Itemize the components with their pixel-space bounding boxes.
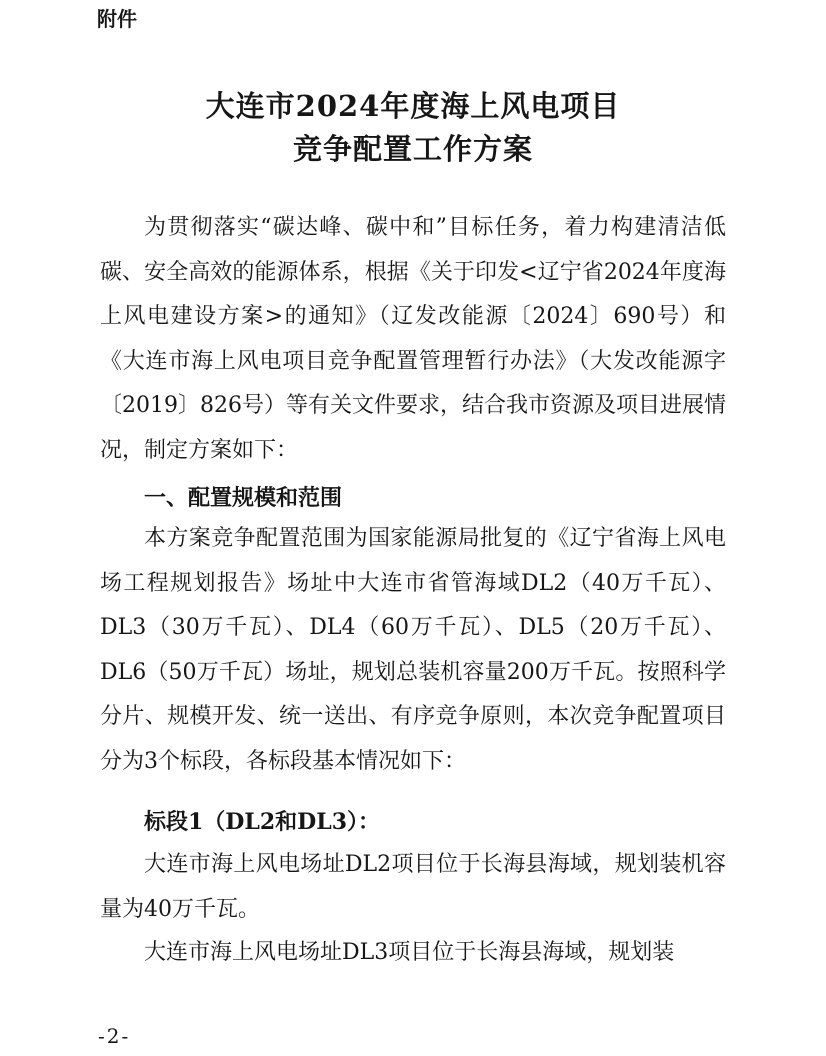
intro-paragraph: 为贯彻落实“碳达峰、碳中和”目标任务，着力构建清洁低碳、安全高效的能源体系，根据《关于印发<辽宁省2024年度海上风电建设方案>的通知》（辽发改能源〔2024〕690号）和《大连市海上风电项目竞争配置管理暂行办法》（大发改能源字〔2019〕826号）等有关文件要求，结合我市资源及项目进展情况，制定方案如下： <box>100 215 726 463</box>
document-title-line-1: 大连市2024年度海上风电项目 <box>205 89 621 123</box>
document-title-line-2: 竞争配置工作方案 <box>292 132 533 166</box>
lot-1-dl3-paragraph: 大连市海上风电场址DL3项目位于长海县海域，规划装 <box>144 940 675 965</box>
section-heading-scope: 一、配置规模和范围 <box>144 486 343 511</box>
attachment-label: 附件 <box>97 7 137 31</box>
lot-1-dl2-paragraph: 大连市海上风电场址DL2项目位于长海县海域，规划装机容量为40万千瓦。 <box>100 852 726 922</box>
lot-1-heading: 标段1（DL2和DL3）： <box>144 809 381 835</box>
scope-paragraph: 本方案竞争配置范围为国家能源局批复的《辽宁省海上风电场工程规划报告》场址中大连市省管海域DL2（40万千瓦）、DL3（30万千瓦）、DL4（60万千瓦）、DL5（20万千瓦）、DL6（50万千瓦）场址，规划总装机容量200万千瓦。按照科学分片、规模开发、统一送出、有序竞争原则，本次竞争配置项目分为3个标段，各标段基本情况如下： <box>100 526 726 774</box>
page-number: -2- <box>98 1024 131 1048</box>
